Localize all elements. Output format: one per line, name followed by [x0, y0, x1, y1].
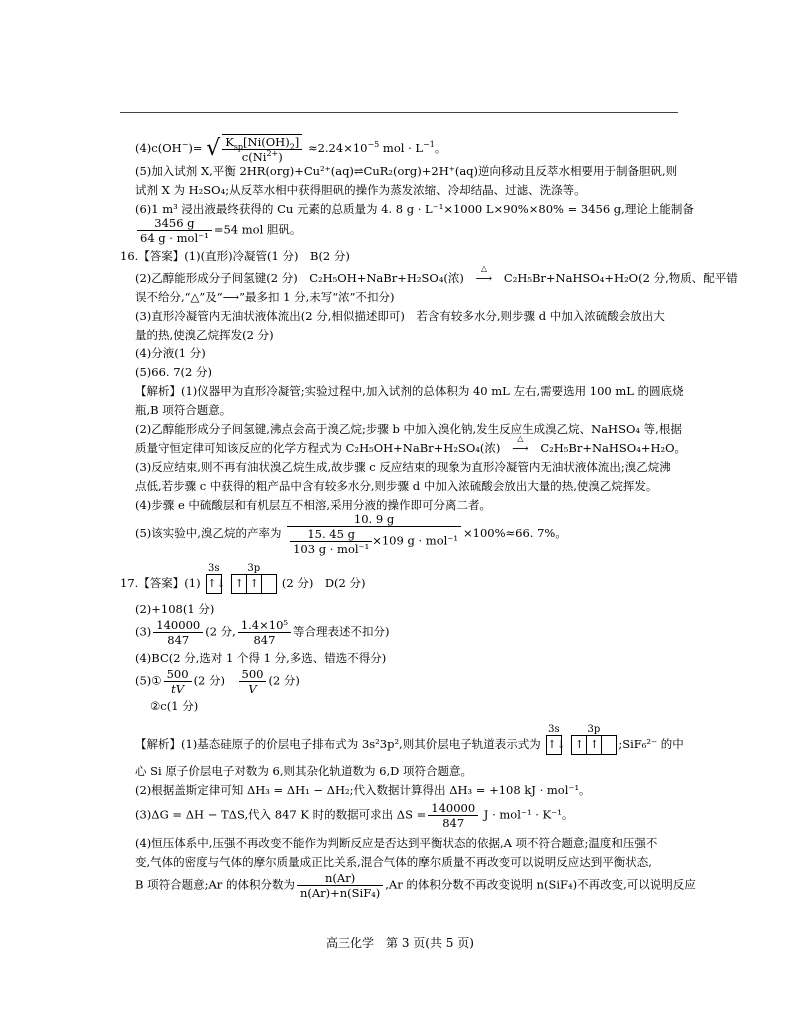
q16-jiexi2-line2: 质量守恒定律可知该反应的化学方程式为 C₂H₅OH+NaBr+H₂SO₄(浓) △ ⟶ C₂H₅Br+NaHSO₄+H₂O。 [135, 434, 687, 455]
q17-jiexi4-line1: (4)恒压体系中,压强不再改变不能作为判断反应是否达到平衡状态的依据,A 项不符合题意;温度和压强不 [135, 836, 658, 850]
orbital-3p-2: 3p ↑ ↑ [571, 735, 616, 755]
q17-jiexi4-line2: 变,气体的密度与气体的摩尔质量成正比关系,混合气体的摩尔质量不再改变可以说明反应达到平衡状态, [135, 855, 652, 869]
q15-part5-line2: 试剂 X 为 H₂SO₄;从反萃水相中获得胆矾的操作为蒸发浓缩、冷却结晶、过滤、洗涤等。 [135, 183, 586, 197]
q16-a4: (4)分液(1 分) [135, 346, 206, 360]
header-rule [120, 112, 678, 113]
q16-jiexi1-line1: 【解析】(1)仪器甲为直形冷凝管;实验过程中,加入试剂的总体积为 40 mL 左右,需要选用 100 mL 的圆底烧 [135, 384, 684, 398]
q16-a2-line2: 误不给分,“△”及“⟶”最多扣 1 分,未写“浓”不扣分) [135, 290, 395, 304]
q17-jiexi3: (3)ΔG = ΔH − TΔS,代入 847 K 时的数据可求出 ΔS = $\frac{140000}{847}$ J · mol⁻¹ · K⁻¹。 [135, 801, 574, 830]
q17-a5: (5)① $\frac{500}{tV}$ (2 分) $\frac{500}{V}$ (2 分) [135, 667, 300, 696]
q16-jiexi2-line1: (2)乙醇能形成分子间氢键,沸点会高于溴乙烷;步骤 b 中加入溴化钠,发生反应生成溴乙烷、NaHSO₄ 等,根据 [135, 422, 682, 436]
q16-jiexi5: (5)该实验中,溴乙烷的产率为 10. 9 g $\frac{15. 45 g}{\text{103 g · mol⁻¹}}$ ×109 g · mol⁻¹ ×100%≈66. 7%。 [135, 512, 567, 556]
q16-a3-line2: 量的热,使溴乙烷挥发(2 分) [135, 328, 274, 342]
q15-part6-line2: $\frac{3456 g}{\text{64 g · mol⁻¹}}$ =54 mol 胆矾。 [135, 216, 301, 245]
q16-jiexi3-line2: 点低,若步骤 c 中获得的粗产品中含有较多水分,则步骤 d 中加入浓硫酸会放出大量的热,使溴乙烷挥发。 [135, 479, 658, 493]
q17-answer-1: 17.【答案】(1) 3s ↑↓ 3p ↑ ↑ (2 分) D(2 分) [120, 574, 366, 594]
q17-jiexi1-line2: 心 Si 原子价层电子对数为 6,则其杂化轨道数为 6,D 项符合题意。 [135, 764, 472, 778]
q16-jiexi3-line1: (3)反应结束,则不再有油状溴乙烷生成,故步骤 c 反应结束的现象为直形冷凝管内无油状液体流出;溴乙烷沸 [135, 460, 671, 474]
q17-a3: (3) $\frac{140000}{847}$ (2 分, $\frac{\text{1.4×10⁵}}{847}$ 等合理表述不扣分) [135, 618, 390, 647]
orbital-3s-2: 3s ↑↓ [546, 735, 561, 755]
q17-a5-2: ②c(1 分) [150, 699, 199, 713]
q16-a2-line1: (2)乙醇能形成分子间氢键(2 分) C₂H₅OH+NaBr+H₂SO₄(浓) △ ⟶ C₂H₅Br+NaHSO₄+H₂O(2 分,物质、配平错 [135, 264, 738, 285]
q16-a3-line1: (3)直形冷凝管内无油状液体流出(2 分,相似描述即可) 若含有较多水分,则步骤 d 中加入浓硫酸会放出大 [135, 309, 665, 323]
q15-part4: (4)c(OH−)= √ $\frac{K_{sp}[Ni(OH)_2]}{c(Ni^{2+})}$ $\approx 2.24\times 10^{-5}$ mol · $L^{-1}$。 [135, 135, 447, 164]
q17-a4: (4)BC(2 分,选对 1 个得 1 分,多选、错选不得分) [135, 651, 387, 665]
q17-jiexi1-line1: 【解析】(1)基态硅原子的价层电子排布式为 3s²3p²,则其价层电子轨道表示式为 3s ↑↓ 3p ↑ ↑ ;SiF₆²⁻ 的中 [135, 735, 684, 755]
q15-part5-line1: (5)加入试剂 X,平衡 2HR(org)+Cu²⁺(aq)⇌CuR₂(org)+2H⁺(aq)逆向移动且反萃水相要用于制备胆矾,则 [135, 164, 678, 178]
orbital-3p: 3p ↑ ↑ [231, 574, 276, 594]
q16-answer: 16.【答案】(1)(直形)冷凝管(1 分) B(2 分) [120, 249, 350, 263]
q16-jiexi4: (4)步骤 e 中硫酸层和有机层互不相溶,采用分液的操作即可分离二者。 [135, 498, 492, 512]
q16-a5: (5)66. 7(2 分) [135, 365, 212, 379]
sqrt-expression: √ $\frac{K_{sp}[Ni(OH)_2]}{c(Ni^{2+})}$ [206, 134, 304, 164]
q17-jiexi4-line3: B 项符合题意;Ar 的体积分数为 $\frac{n(Ar)}{\text{n(Ar)+n(SiF₄)}}$ ,Ar 的体积分数不再改变说明 n(SiF₄)不再改变,可以说明反应 [135, 871, 696, 900]
orbital-3s: 3s ↑↓ [206, 574, 221, 594]
q17-a2: (2)+108(1 分) [135, 602, 215, 616]
q17-jiexi2: (2)根据盖斯定律可知 ΔH₃ = ΔH₁ − ΔH₂;代入数据计算得出 ΔH₃ = +108 kJ · mol⁻¹。 [135, 783, 591, 797]
page-footer: 高三化学 第 3 页(共 5 页) [326, 936, 474, 950]
q15-part6-line1: (6)1 m³ 浸出液最终获得的 Cu 元素的总质量为 4. 8 g · L⁻¹×1000 L×90%×80% = 3456 g,理论上能制备 [135, 202, 694, 216]
q16-jiexi1-line2: 瓶,B 项符合题意。 [135, 403, 232, 417]
